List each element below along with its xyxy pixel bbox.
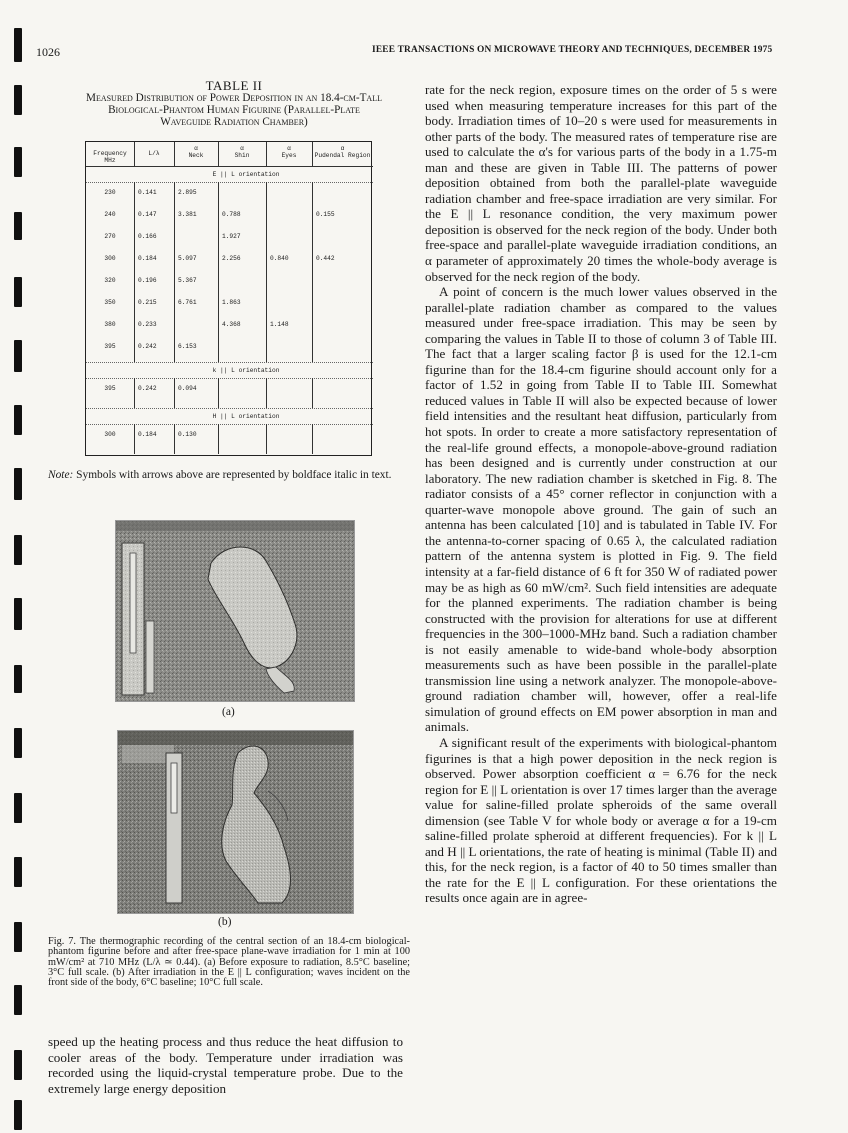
table-cell: 0.196 — [138, 277, 157, 284]
table-cell: 6.153 — [178, 343, 197, 350]
table-cell: 0.094 — [178, 385, 197, 392]
table-cell: 0.242 — [138, 385, 157, 392]
table-cell: 230 — [104, 189, 116, 196]
table-cell: 0.840 — [270, 255, 289, 262]
binder-mark — [14, 340, 22, 372]
table-cell: 270 — [104, 233, 116, 240]
table-column-rule — [266, 182, 267, 362]
binder-mark — [14, 1050, 22, 1080]
binder-mark — [14, 468, 22, 500]
table-section-rule — [86, 408, 373, 409]
table-column-rule — [174, 378, 175, 408]
table-cell: 380 — [104, 321, 116, 328]
thermogram-photo-a — [115, 520, 355, 702]
thermogram-after-image — [118, 731, 353, 913]
table-header-symbol: α — [194, 145, 198, 152]
table-cell: 6.761 — [178, 299, 197, 306]
table-cell: 5.097 — [178, 255, 197, 262]
table-column-rule — [218, 182, 219, 362]
table-title-line: Waveguide Radiation Chamber) — [160, 116, 308, 128]
binder-mark — [14, 405, 22, 435]
right-column-text — [425, 82, 777, 906]
table-title-line: Measured Distribution of Power Deposition in an 18.4-cm-Tall — [86, 92, 382, 104]
table-column-rule — [312, 424, 313, 454]
table-column-rule — [134, 378, 135, 408]
table-header-cell: Shin — [234, 152, 250, 159]
table-column-rule — [266, 424, 267, 454]
table-number: TABLE II — [205, 78, 263, 93]
thermogram-photo-b — [117, 730, 354, 914]
table-column-rule — [174, 182, 175, 362]
table-section-label: E || L orientation — [212, 171, 280, 178]
table-column-rule — [218, 378, 219, 408]
table-header-cell: Neck — [188, 152, 204, 159]
table-column-rule — [134, 424, 135, 454]
table-cell: 3.381 — [178, 211, 197, 218]
table-column-rule — [266, 378, 267, 408]
table-cell: 240 — [104, 211, 116, 218]
table-column-rule — [312, 378, 313, 408]
subfigure-label-a: (a) — [222, 706, 235, 718]
table-cell: 0.155 — [316, 211, 335, 218]
table-header-cell: L/λ — [148, 150, 160, 157]
table-header-cell: Pudendal Region — [314, 152, 371, 159]
table-cell: 0.442 — [316, 255, 335, 262]
paragraph: speed up the heating process and thus reduce the heat diffusion to cooler areas of the body. Temperature under irradiation was recorded using the liquid-crystal temperature probe. Due to the extremely large energy deposition — [48, 1034, 403, 1096]
binder-mark — [14, 212, 22, 240]
binder-mark — [14, 1100, 22, 1130]
table-cell: 1.927 — [222, 233, 241, 240]
table-cell: 0.215 — [138, 299, 157, 306]
binder-mark — [14, 728, 22, 758]
note-label: Note: — [48, 469, 74, 481]
table-cell: 395 — [104, 343, 116, 350]
table-note — [48, 470, 408, 482]
note-text: Symbols with arrows above are represented by boldface italic in text. — [73, 469, 392, 481]
table-cell: 2.256 — [222, 255, 241, 262]
thermogram-before-image — [116, 521, 354, 701]
table-cell: 300 — [104, 255, 116, 262]
table-cell: 0.147 — [138, 211, 157, 218]
binder-mark — [14, 793, 22, 823]
table-header-rule — [86, 166, 373, 167]
table-cell: 350 — [104, 299, 116, 306]
table-cell: 0.788 — [222, 211, 241, 218]
table-cell: 1.148 — [270, 321, 289, 328]
table-cell: 4.368 — [222, 321, 241, 328]
table-column-rule — [312, 182, 313, 362]
binder-mark — [14, 147, 22, 177]
page-number: 1026 — [36, 45, 60, 59]
table-section-label: k || L orientation — [212, 367, 280, 374]
table-column-rule — [134, 182, 135, 362]
figure-caption: Fig. 7. The thermographic recording of the central section of an 18.4-cm biological-phantom figurine before and after free-space plane-wave irradiation for 1 min at 100 mW/cm² at 710 MHz (L/λ ≃ 0.44). (a) Before exposure to radiation, 8.5°C baseline; 3°C full scale. (b) After irradiation in the E || L configuration; waves incident on the front side of the body, 6°C baseline; 10°C full scale. — [48, 936, 410, 989]
table-cell: 0.184 — [138, 255, 157, 262]
table-cell: 2.895 — [178, 189, 197, 196]
table-cell: 0.141 — [138, 189, 157, 196]
table-section-rule — [86, 362, 373, 363]
table-caption — [50, 80, 418, 128]
table-header-symbol: α — [287, 145, 291, 152]
table-title-line: Biological-Phantom Human Figurine (Parallel-Plate — [108, 104, 360, 116]
binder-mark — [14, 598, 22, 630]
table-cell: 1.863 — [222, 299, 241, 306]
paragraph: A significant result of the experiments with biological-phantom figurines is that a high power deposition in the neck region is observed. Power absorption coefficient α = 6.76 for the neck region for E || L orientation is over 17 times larger than the average value for saline-filled prolate spheroids of the same overall dimension (see Table V for whole body or average α for a 19-cm saline-filled prolate spheroid at different frequencies). For k || L and H || L orientations, the rate of heating is minimal (Table II) and this, for the neck region, is a factor of 40 to 50 times smaller than the rate for the E || L configuration. For these orientations the results once again are in agree- — [425, 734, 777, 906]
table-cell: 0.166 — [138, 233, 157, 240]
table-section-label: H || L orientation — [212, 413, 280, 420]
binder-mark — [14, 277, 22, 307]
binder-mark — [14, 922, 22, 952]
table-section-rule — [86, 378, 373, 379]
table-cell: 0.184 — [138, 431, 157, 438]
binder-mark — [14, 857, 22, 887]
data-table — [85, 141, 372, 456]
table-cell: 5.367 — [178, 277, 197, 284]
table-cell: 0.233 — [138, 321, 157, 328]
binder-mark — [14, 28, 22, 62]
table-cell: 0.130 — [178, 431, 197, 438]
paragraph: A point of concern is the much lower values observed in the parallel-plate radiation chamber as compared to the values measured under free-space irradiation. This may be seen by comparing the values in Table II to those of column 3 of Table III. The fact that a larger scaling factor β is used for the 12.1-cm figurine than for the 18.4-cm figurine should account only for a factor of 1.52 in going from Table II to Table III. Somewhat reduced values in Table II will also be expected because of lower field intensities and the resultant heat diffusion, particularly from hot spots. In order to create a more satisfactory representation of the real-life ground effects, a monopole-above-ground radiation has been designed and is currently under construction at our laboratory. The new radiation chamber is sketched in Fig. 8. The radiator consists of a 45° corner reflector in conjunction with a quarter-wave monopole above ground. The gain of such an antenna has been calculated [10] and is tabulated in Table IV. For the antenna-to-corner spacing of 0.65 λ, the calculated radiation pattern of the antenna system is plotted in Fig. 9. The field intensity at a far-field distance of 6 ft for 350 W of radiated power may be as high as 60 mW/cm². Such field intensities are adequate for the planned experiments. The radiation chamber is being constructed with the provision for alterations for use at different frequencies in the 300–1000-MHz band. Such a radiation chamber is not easily amenable to wide-band whole-body absorption measurements such as have been possible in the parallel-plate transmission line using a network analyzer. The monopole-above-ground radiation chamber will, however, offer a real-life simulation of ground effects on EM power absorption in man and animals. — [425, 284, 777, 735]
table-column-rule — [218, 424, 219, 454]
table-cell: 320 — [104, 277, 116, 284]
paragraph: rate for the neck region, exposure times on the order of 5 s were used when measuring temperature increases for this part of the body. Irradiation times of 10–20 s were used for measurements in other parts of the body. The measured rates of temperature rise are used to calculate the α's for various parts of the body in a 1.75-m man and these are given in Table III. The patterns of power deposition obtained from both the parallel-plate waveguide radiation chamber and free-space irradiation are very similar. For the E || L resonance condition, the very maximum power deposition is observed for the neck region of the body. Under both free-space and parallel-plate waveguide irradiation conditions, an α parameter of approximately 20 times the whole-body average is observed for the neck region of the body. — [425, 82, 777, 284]
binder-mark — [14, 665, 22, 693]
subfigure-label-b: (b) — [218, 916, 232, 928]
binder-mark — [14, 985, 22, 1015]
running-header: IEEE TRANSACTIONS ON MICROWAVE THEORY AND TECHNIQUES, DECEMBER 1975 — [372, 45, 773, 55]
table-header-symbol: α — [340, 145, 345, 152]
binder-mark — [14, 85, 22, 115]
table-cell: 300 — [104, 431, 116, 438]
table-cell: 0.242 — [138, 343, 157, 350]
left-column-text — [48, 1034, 403, 1096]
table-header-cell: Frequency MHz — [93, 150, 127, 164]
binder-mark — [14, 535, 22, 565]
table-cell: 395 — [104, 385, 116, 392]
table-section-rule — [86, 424, 373, 425]
table-header-symbol: α — [240, 145, 244, 152]
table-column-rule — [174, 424, 175, 454]
table-header-cell: Eyes — [281, 152, 297, 159]
table-section-rule — [86, 182, 373, 183]
